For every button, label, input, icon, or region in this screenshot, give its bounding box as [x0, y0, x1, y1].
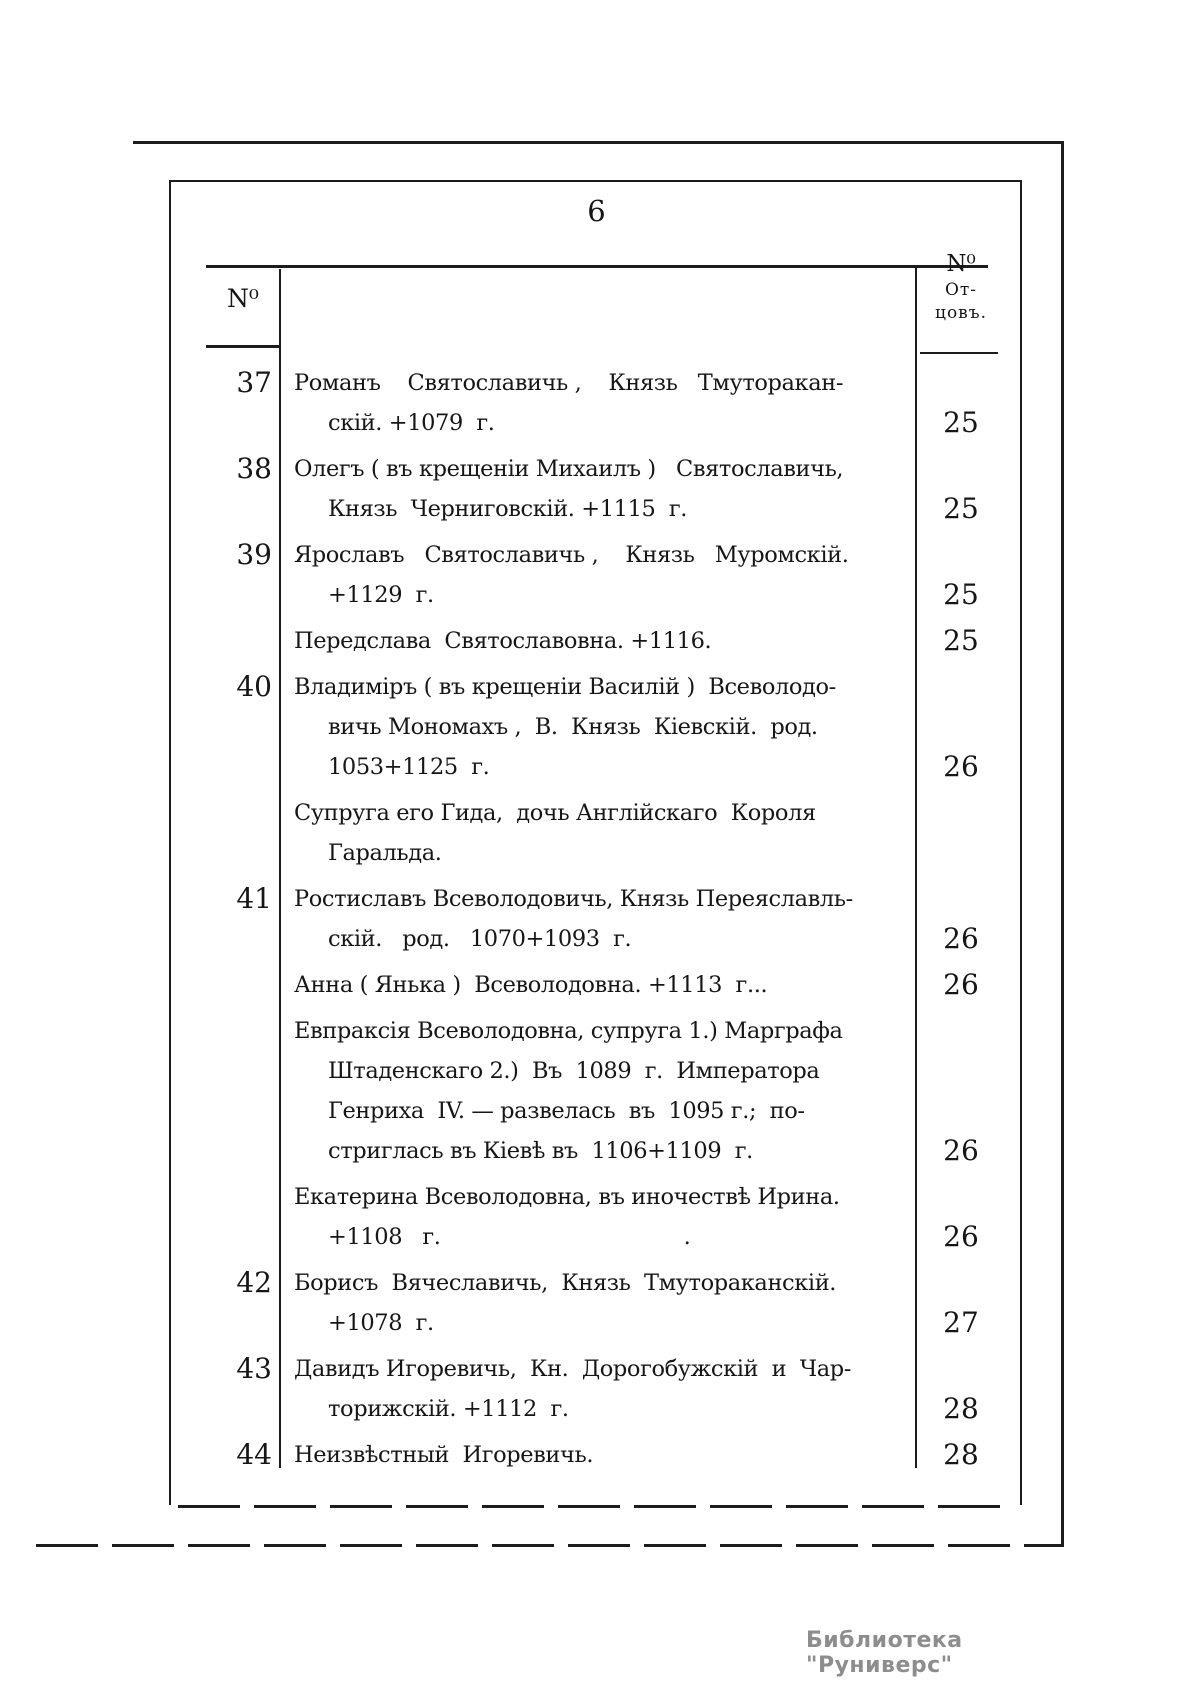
father-number: 26 [943, 922, 979, 955]
table-row [206, 667, 1006, 787]
row-number: 37 [236, 366, 272, 399]
row-number: 44 [236, 1438, 272, 1471]
row-text [281, 1435, 916, 1475]
row-text-line: Супруга его Гида, дочь Англійскаго Короля [294, 800, 816, 826]
row-text-line: Екатерина Всеволодовна, въ иночествѣ Ирина. [294, 1184, 840, 1210]
father-number: 26 [943, 968, 979, 1001]
genealogy-table [206, 267, 1006, 1475]
row-text [281, 363, 916, 443]
table-row [206, 1177, 1006, 1257]
row-text-line: Анна ( Янька ) Всеволодовна. +1113 г... [294, 972, 768, 998]
row-text-line: Олегъ ( въ крещеніи Михаилъ ) Святославичь, [294, 456, 844, 482]
father-number: 25 [943, 578, 979, 611]
row-text-line: скій. род. 1070+1093 г. [328, 926, 632, 952]
table-row [206, 965, 1006, 1005]
row-number: 40 [236, 670, 272, 703]
row-text-line: Ярославъ Святославичь , Князь Муромскій. [294, 542, 849, 568]
row-text-line: 1053+1125 г. [328, 754, 490, 780]
row-text [281, 1263, 916, 1343]
table-row [206, 621, 1006, 661]
inner-bottom-border [178, 1505, 1010, 1508]
row-text-line: Ростиславъ Всеволодовичь, Князь Переяславль- [294, 886, 853, 912]
father-number: 28 [943, 1438, 979, 1471]
father-number: 25 [943, 624, 979, 657]
row-number: 41 [236, 882, 272, 915]
row-text-line: Борисъ Вячеславичь, Князь Тмутораканскій. [294, 1270, 837, 1296]
row-text-line: +1078 г. [328, 1310, 434, 1336]
row-text-line: Владиміръ ( въ крещеніи Василій ) Всеволодо- [294, 674, 836, 700]
table-row [206, 793, 1006, 873]
table-row [206, 879, 1006, 959]
row-number [206, 965, 281, 1005]
row-text-line: торижскій. +1112 г. [328, 1396, 569, 1422]
column-header-number: N⁰ [227, 284, 259, 313]
row-text [281, 449, 916, 529]
father-number: 28 [943, 1392, 979, 1425]
row-text-line: Евпраксія Всеволодовна, супруга 1.) Марграфа [294, 1018, 843, 1044]
father-number [916, 793, 1006, 873]
table-row [206, 1011, 1006, 1171]
father-number: 26 [943, 750, 979, 783]
outer-bottom-border [36, 1544, 1064, 1547]
row-text [281, 793, 916, 873]
row-text-line: Передслава Святославовна. +1116. [294, 628, 712, 654]
row-text-line: Штаденскаго 2.) Въ 1089 г. Императора [328, 1058, 820, 1084]
row-number [206, 1177, 281, 1257]
row-text-line: +1108 г. . [328, 1224, 691, 1250]
row-number: 42 [236, 1266, 272, 1299]
outer-right-border [1061, 141, 1064, 1547]
row-text [281, 621, 916, 661]
table-row [206, 1435, 1006, 1475]
row-number [206, 793, 281, 873]
father-number: 26 [943, 1134, 979, 1167]
row-text-line: Романъ Святославичь , Князь Тмуторакан- [294, 370, 844, 396]
row-text-line: Давидъ Игоревичь, Кн. Дорогобужскій и Чар- [294, 1356, 851, 1382]
father-number: 25 [943, 492, 979, 525]
row-text-line: +1129 г. [328, 582, 434, 608]
table-row [206, 535, 1006, 615]
row-text-line: Гаральда. [328, 840, 442, 866]
table-row [206, 1263, 1006, 1343]
father-number: 27 [943, 1306, 979, 1339]
row-text-line: скій. +1079 г. [328, 410, 495, 436]
father-number: 25 [943, 406, 979, 439]
row-text-line: Генриха IV. — развелась въ 1095 г.; по- [328, 1098, 805, 1124]
father-header-line2: От- [944, 280, 978, 300]
library-watermark: Библиотека "Руниверс" [806, 1628, 963, 1678]
row-number: 39 [236, 538, 272, 571]
row-text-line: вичь Мономахъ , В. Князь Кіевскій. род. [328, 714, 818, 740]
row-text [281, 1349, 916, 1429]
row-text [281, 1177, 916, 1257]
row-text [281, 1011, 916, 1171]
row-text-line: Неизвѣстный Игоревичь. [294, 1442, 594, 1468]
row-number [206, 621, 281, 661]
row-text [281, 965, 916, 1005]
row-text [281, 535, 916, 615]
row-number [206, 1011, 281, 1171]
table-row [206, 363, 1006, 443]
outer-top-border [133, 141, 1064, 144]
row-text-line: Князь Черниговскій. +1115 г. [328, 496, 688, 522]
table-row [206, 449, 1006, 529]
row-text [281, 667, 916, 787]
row-text-line: стриглась въ Кіевѣ въ 1106+1109 г. [328, 1138, 753, 1164]
father-number: 26 [943, 1220, 979, 1253]
row-number: 43 [236, 1352, 272, 1385]
row-number: 38 [236, 452, 272, 485]
father-header-line3: цовъ. [935, 303, 987, 323]
table-row [206, 1349, 1006, 1429]
page-title: 6 [587, 194, 607, 228]
row-text [281, 879, 916, 959]
father-header-no: N⁰ [946, 251, 976, 277]
